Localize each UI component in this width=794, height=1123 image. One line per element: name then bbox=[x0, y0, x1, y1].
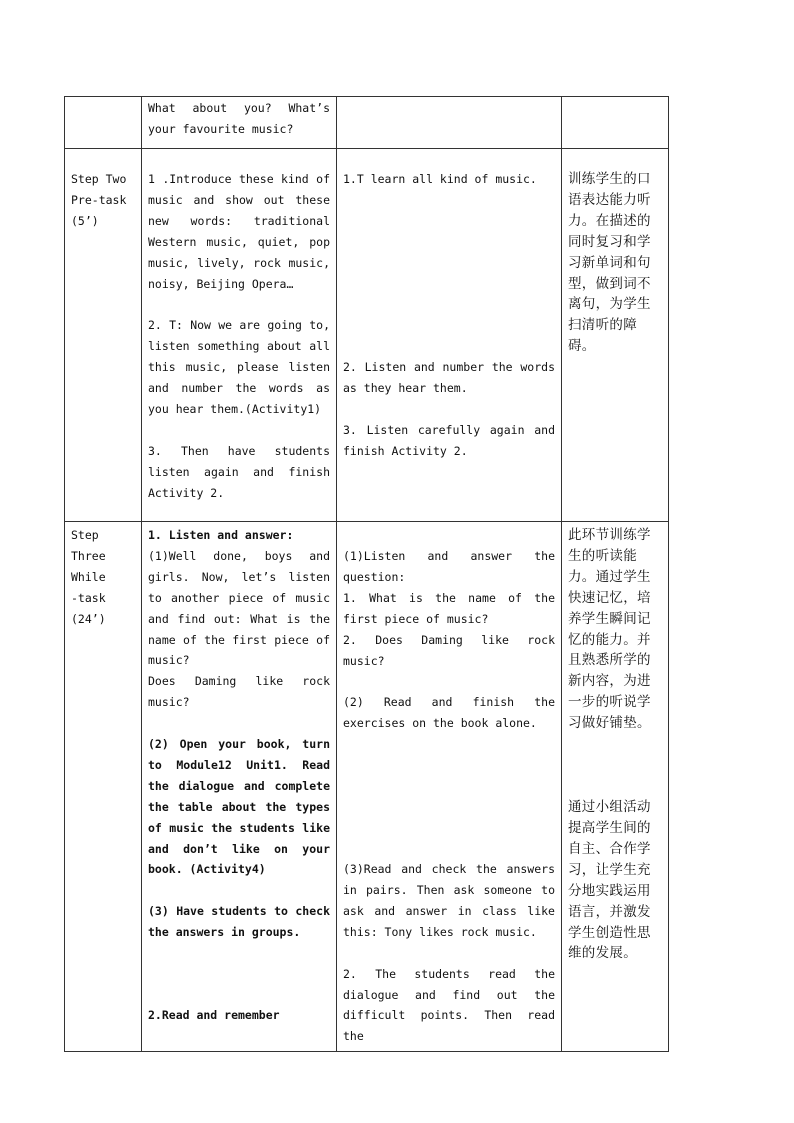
purpose-cell bbox=[562, 522, 669, 1052]
lesson-plan-table bbox=[64, 96, 669, 1052]
step-label: Step bbox=[71, 528, 99, 542]
student-text: (3)Read and check the answers in pairs. Then ask someone to ask and answer in class like this: Tony likes rock music. bbox=[343, 862, 555, 939]
student-text: 2. Listen and number the words as they hear them. bbox=[343, 359, 555, 395]
student-text: 2. Does Daming like rock music? bbox=[343, 632, 555, 668]
student-activity-cell bbox=[337, 149, 562, 522]
teacher-text: What about you? What’s your favourite music? bbox=[148, 101, 330, 136]
student-activity-cell bbox=[337, 522, 562, 1052]
student-text: 2. The students read the dialogue and find out the difficult points. Then read the bbox=[343, 966, 555, 1044]
teacher-text: 1. Listen and answer: bbox=[148, 528, 294, 542]
student-activity-cell bbox=[337, 97, 562, 149]
teacher-text: 2. T: Now we are going to, listen something about all this music, please listen and number the words as you hear them.(Activity1) bbox=[148, 318, 330, 416]
step-label: Step Two bbox=[71, 172, 127, 186]
step-cell bbox=[65, 149, 142, 522]
purpose-text: 训练学生的口语表达能力听力。在描述的同时复习和学习新单词和句型，做到词不离句，为学生扫清听的障碍。 bbox=[568, 171, 651, 355]
step-label: While bbox=[71, 569, 106, 584]
table-row bbox=[65, 522, 669, 1052]
step-label: (24’) bbox=[71, 611, 106, 626]
student-text: 1.T learn all kind of music. bbox=[343, 172, 537, 186]
step-cell bbox=[65, 97, 142, 149]
step-label: Three bbox=[71, 548, 106, 563]
teacher-activity-cell bbox=[142, 149, 337, 522]
teacher-text: (3) Have students to check the answers in groups. bbox=[148, 904, 330, 940]
table-row bbox=[65, 97, 669, 149]
teacher-activity-cell bbox=[142, 97, 337, 149]
student-text: (1)Listen and answer the question: bbox=[343, 549, 555, 584]
teacher-text: 3. Then have students listen again and finish Activity 2. bbox=[148, 443, 330, 500]
teacher-text: 2.Read and remember bbox=[148, 1008, 280, 1023]
purpose-cell bbox=[562, 149, 669, 522]
step-cell bbox=[65, 522, 142, 1052]
teacher-text: (2) Open your book, turn to Module12 Unit1. Read the dialogue and complete the table about the types of music the students like and don’t like on your book. (Activity4) bbox=[148, 737, 330, 877]
student-text: 1. What is the name of the first piece of music? bbox=[343, 590, 555, 626]
purpose-text: 此环节训练学生的听读能力。通过学生快速记忆，培养学生瞬间记忆的能力。并且熟悉所学的新内容，为进一步的听说学习做好铺垫。 bbox=[568, 527, 651, 732]
step-label: (5’) bbox=[71, 213, 99, 228]
purpose-cell bbox=[562, 97, 669, 149]
student-text: 3. Listen carefully again and finish Activity 2. bbox=[343, 422, 555, 458]
student-text: (2) Read and finish the exercises on the book alone. bbox=[343, 695, 555, 731]
step-label: Pre-task bbox=[71, 192, 127, 207]
teacher-text: Does Daming like rock music? bbox=[148, 674, 330, 710]
purpose-text: 通过小组活动提高学生间的自主、合作学习，让学生充分地实践运用语言，并激发学生创造性思维的发展。 bbox=[568, 799, 651, 962]
teacher-text: (1)Well done, boys and girls. Now, let’s listen to another piece of music and find out: What is the name of the first piece of music? bbox=[148, 548, 330, 668]
teacher-activity-cell bbox=[142, 522, 337, 1052]
teacher-text: 1 .Introduce these kind of music and show out these new words: traditional Western music, quiet, pop music, lively, rock music, noisy, Beijing Opera… bbox=[148, 172, 330, 291]
table-row bbox=[65, 149, 669, 522]
step-label: -task bbox=[71, 590, 106, 605]
